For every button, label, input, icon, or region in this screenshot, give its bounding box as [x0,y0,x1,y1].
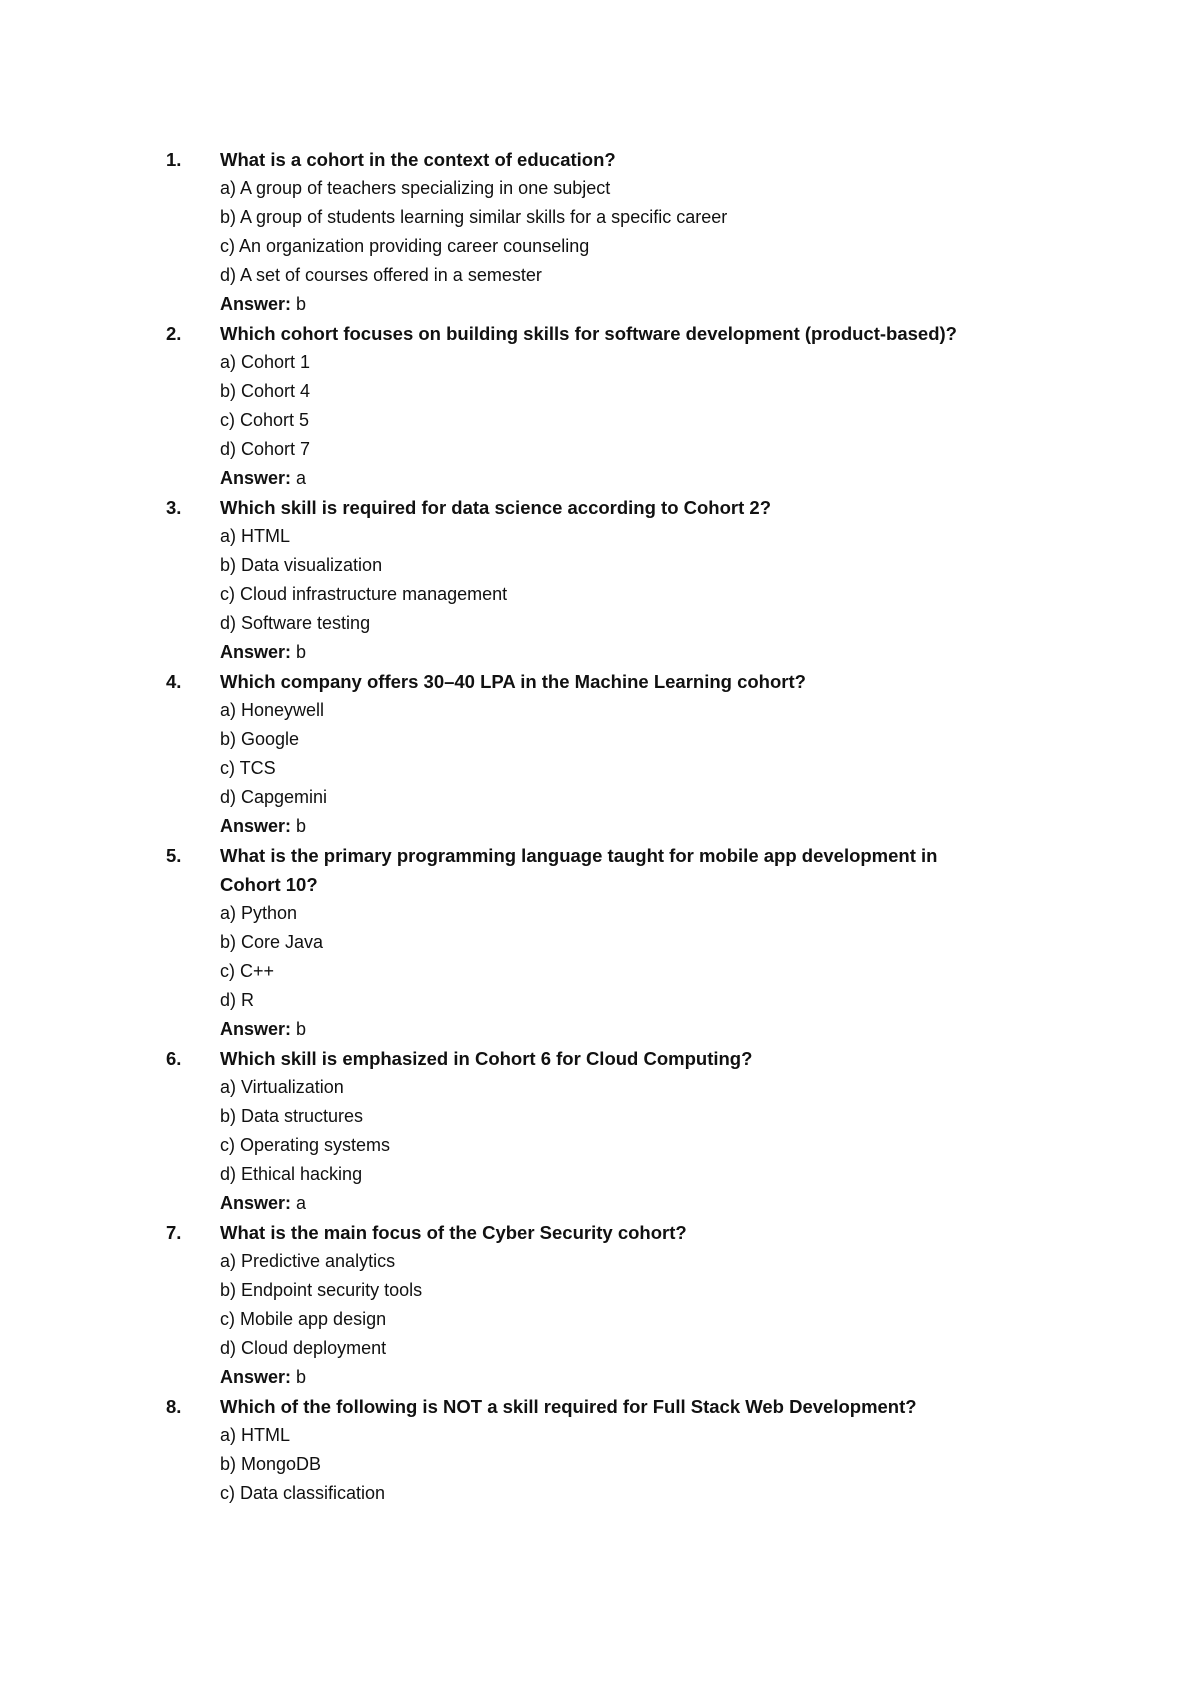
question-item [166,145,1066,319]
answer-option: a) Cohort 1 [220,352,311,372]
question-text: Which of the following is NOT a skill required for Full Stack Web Development? [220,1396,917,1417]
answer-option: c) C++ [220,961,275,981]
answer-option: a) Predictive analytics [220,1251,396,1271]
option-list [166,1073,1066,1189]
question-item [166,493,1066,667]
answer-option: d) Cohort 7 [220,439,311,459]
option-list [166,1247,1066,1363]
answer-option: a) HTML [220,1425,291,1445]
answer-label: Answer: [220,642,297,662]
question-item [166,1044,1066,1218]
question-list [166,145,1066,1508]
question-number: 1. [166,149,182,170]
answer-option: d) Software testing [220,613,371,633]
answer-value: b [296,642,307,662]
question-text: Which skill is required for data science according to Cohort 2? [220,497,771,518]
answer-value: b [296,1367,307,1387]
answer-label: Answer: [220,1367,297,1387]
answer-value: a [296,1193,307,1213]
answer-option: d) R [220,990,255,1010]
question-header [166,145,1066,174]
question-header [166,1044,1066,1073]
question-number: 3. [166,497,182,518]
answer-option: d) A set of courses offered in a semester [220,265,542,285]
answer-label: Answer: [220,816,297,836]
question-number: 6. [166,1048,182,1069]
answer-line [166,812,1066,841]
answer-option: b) Cohort 4 [220,381,311,401]
answer-line [166,1015,1066,1044]
answer-option: b) MongoDB [220,1454,322,1474]
answer-option: b) Google [220,729,300,749]
question-header [166,1218,1066,1247]
answer-option: b) Data structures [220,1106,364,1126]
question-number: 2. [166,323,182,344]
answer-option: d) Ethical hacking [220,1164,363,1184]
answer-value: b [296,816,307,836]
answer-line [166,464,1066,493]
answer-label: Answer: [220,294,297,314]
option-list [166,522,1066,638]
question-text: Which skill is emphasized in Cohort 6 for Cloud Computing? [220,1048,753,1069]
answer-option: c) An organization providing career counseling [220,236,590,256]
answer-option: d) Capgemini [220,787,328,807]
question-item [166,1392,1066,1508]
question-header [166,493,1066,522]
option-list [166,348,1066,464]
answer-value: b [296,1019,307,1039]
question-header [166,319,1066,348]
answer-option: b) Core Java [220,932,324,952]
answer-line [166,290,1066,319]
answer-option: c) Operating systems [220,1135,391,1155]
answer-option: b) Data visualization [220,555,383,575]
answer-option: c) Data classification [220,1483,386,1503]
question-header [166,841,1066,899]
question-text: Which company offers 30–40 LPA in the Machine Learning cohort? [220,671,806,692]
question-text: Which cohort focuses on building skills for software development (product-based)? [220,323,957,344]
answer-option: c) Cloud infrastructure management [220,584,508,604]
answer-label: Answer: [220,1193,297,1213]
question-header [166,667,1066,696]
option-list [166,696,1066,812]
answer-line [166,1189,1066,1218]
question-item [166,1218,1066,1392]
question-number: 4. [166,671,182,692]
answer-label: Answer: [220,468,297,488]
answer-label: Answer: [220,1019,297,1039]
option-list [166,1421,1066,1508]
question-item [166,841,1066,1044]
question-text: What is a cohort in the context of education? [220,149,616,170]
answer-option: a) A group of teachers specializing in one subject [220,178,611,198]
answer-value: b [296,294,307,314]
answer-option: d) Cloud deployment [220,1338,387,1358]
question-item [166,319,1066,493]
answer-option: a) Virtualization [220,1077,344,1097]
answer-line [166,638,1066,667]
answer-option: b) Endpoint security tools [220,1280,423,1300]
answer-value: a [296,468,307,488]
option-list [166,899,1066,1015]
answer-option: b) A group of students learning similar skills for a specific career [220,207,728,227]
question-header [166,1392,1066,1421]
question-text: What is the main focus of the Cyber Security cohort? [220,1222,687,1243]
question-number: 5. [166,845,182,866]
option-list [166,174,1066,290]
answer-option: a) HTML [220,526,291,546]
answer-line [166,1363,1066,1392]
answer-option: c) Mobile app design [220,1309,387,1329]
question-number: 8. [166,1396,182,1417]
answer-option: a) Honeywell [220,700,325,720]
answer-option: c) Cohort 5 [220,410,310,430]
question-item [166,667,1066,841]
answer-option: c) TCS [220,758,276,778]
question-text: What is the primary programming language taught for mobile app development in Cohort 10? [220,845,938,895]
answer-option: a) Python [220,903,298,923]
question-number: 7. [166,1222,182,1243]
